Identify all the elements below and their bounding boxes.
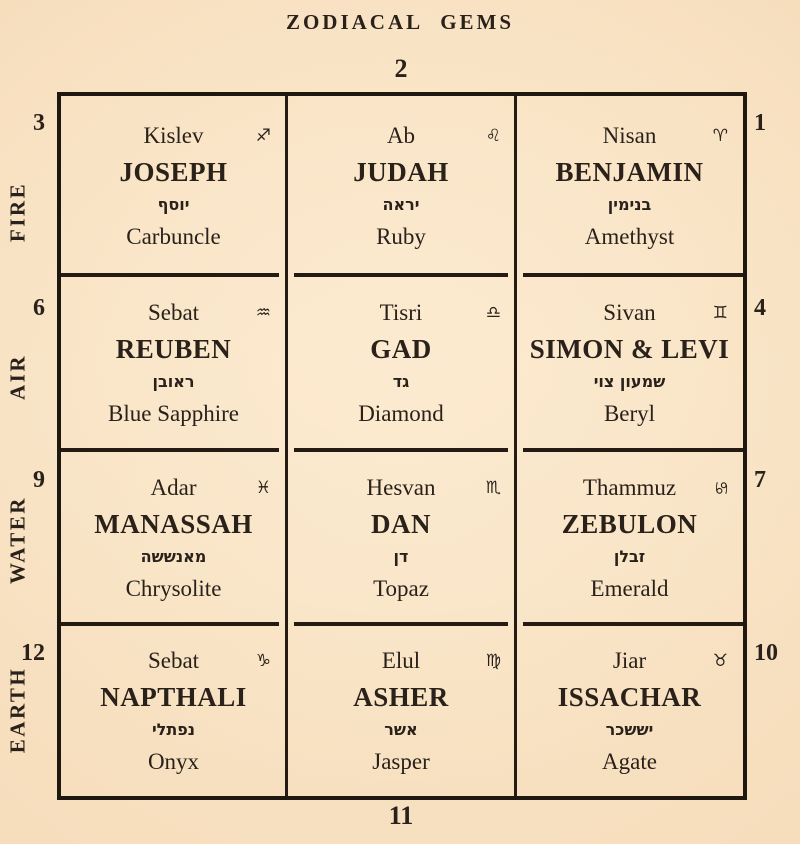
house-number-right-4: 10	[754, 640, 778, 666]
tribe-name-hebrew: דן	[393, 546, 409, 566]
cell-adar-manassah	[61, 450, 286, 624]
gem-name: Emerald	[590, 575, 669, 601]
month-name: Elul	[381, 647, 421, 673]
gem-name: Jasper	[372, 748, 430, 774]
month-line	[286, 645, 516, 677]
row-divider	[294, 622, 508, 626]
house-number-left-2: 6	[33, 295, 45, 321]
cell-elul-asher	[286, 624, 516, 796]
row-divider	[523, 273, 743, 277]
house-number-left-1: 3	[33, 110, 45, 136]
month-name: Hesvan	[366, 474, 436, 500]
row-divider	[523, 622, 743, 626]
house-number-top: 2	[394, 54, 408, 83]
gem-name: Amethyst	[584, 224, 675, 249]
gem-name: Carbuncle	[126, 224, 221, 249]
libra-icon: ♎	[485, 303, 501, 323]
gem-name: Chrysolite	[125, 575, 222, 601]
month-line	[61, 645, 286, 677]
tribe-name: REUBEN	[115, 334, 232, 364]
tribe-name: NAPTHALI	[100, 681, 247, 712]
month-name: Thammuz	[582, 474, 677, 500]
cell-sebat-reuben	[61, 275, 286, 450]
tribe-name-hebrew: שמעון צוי	[593, 372, 666, 391]
month-line	[286, 472, 516, 504]
month-line	[516, 645, 743, 677]
element-label-air: AIR	[5, 353, 30, 401]
tribe-name-hebrew: בנימין	[607, 195, 652, 214]
column-divider	[514, 96, 517, 796]
month-line	[61, 297, 286, 329]
zodiacal-gems-table	[57, 92, 747, 800]
house-number-left-4: 12	[21, 640, 45, 666]
gem-name: Blue Sapphire	[108, 401, 239, 426]
row-divider	[61, 622, 279, 626]
month-name: Tisri	[379, 300, 423, 325]
tribe-name: JOSEPH	[119, 157, 228, 187]
cell-ab-judah	[286, 96, 516, 275]
gem-name: Ruby	[376, 224, 426, 249]
tribe-name-hebrew: נפתלי	[151, 719, 196, 739]
cancer-icon: ♋	[710, 479, 731, 496]
column-divider	[285, 96, 288, 796]
cell-sivan-simon-levi	[516, 275, 743, 450]
page-title: ZODIACAL GEMS	[285, 10, 515, 34]
tribe-name: ISSACHAR	[557, 681, 702, 712]
tribe-name-hebrew: אשר	[384, 719, 418, 739]
capricorn-icon: ♑	[255, 650, 271, 671]
tribe-name: SIMON & LEVI	[529, 334, 730, 364]
month-line	[286, 120, 516, 152]
table-grid	[61, 96, 743, 796]
cell-jiar-issachar	[516, 624, 743, 796]
gem-name: Topaz	[373, 575, 429, 601]
aquarius-icon: ♒	[255, 303, 271, 323]
element-label-water: WATER	[5, 496, 30, 584]
tribe-name-hebrew: יששכר	[605, 719, 654, 739]
gem-name: Onyx	[147, 748, 200, 774]
month-line	[286, 297, 516, 329]
cell-kislev-joseph	[61, 96, 286, 275]
month-line	[61, 120, 286, 152]
tribe-name-hebrew: מאנששה	[140, 546, 207, 566]
tribe-name-hebrew: יוסף	[157, 195, 190, 214]
cell-tisri-gad	[286, 275, 516, 450]
leo-icon: ♌	[485, 126, 501, 146]
scorpio-icon: ♏	[485, 477, 501, 498]
tribe-name: JUDAH	[353, 157, 449, 187]
gem-name: Diamond	[358, 401, 444, 426]
cell-nisan-benjamin	[516, 96, 743, 275]
month-name: Nisan	[602, 123, 657, 148]
cell-sebat-napthali	[61, 624, 286, 796]
virgo-icon: ♍	[485, 650, 501, 671]
house-number-bottom: 11	[388, 801, 414, 830]
sagittarius-icon: ♐	[255, 126, 271, 146]
tribe-name: ZEBULON	[561, 508, 698, 539]
cell-hesvan-dan	[286, 450, 516, 624]
row-divider	[523, 448, 743, 452]
aries-icon: ♈	[712, 126, 728, 146]
house-number-right-2: 4	[754, 295, 766, 321]
month-line	[61, 472, 286, 504]
tribe-name-hebrew: זבלן	[613, 546, 646, 566]
tribe-name-hebrew: יראה	[382, 195, 420, 214]
element-label-earth: EARTH	[5, 666, 30, 754]
month-name: Adar	[150, 474, 197, 500]
month-name: Jiar	[612, 647, 647, 673]
row-divider	[61, 273, 279, 277]
element-label-fire: FIRE	[5, 181, 30, 243]
cell-thammuz-zebulon	[516, 450, 743, 624]
gemini-icon: ♊	[712, 303, 728, 323]
tribe-name: BENJAMIN	[555, 157, 704, 187]
month-name: Sivan	[603, 300, 656, 325]
row-divider	[294, 448, 508, 452]
month-name: Sebat	[147, 300, 200, 325]
tribe-name: ASHER	[353, 681, 449, 712]
tribe-name-hebrew: גד	[392, 372, 410, 391]
month-name: Ab	[386, 123, 416, 148]
tribe-name-hebrew: ראובן	[152, 372, 195, 391]
tribe-name: GAD	[370, 334, 432, 364]
gem-name: Beryl	[603, 401, 656, 426]
month-line	[516, 472, 743, 504]
taurus-icon: ♉	[712, 650, 728, 671]
month-line	[516, 120, 743, 152]
pisces-icon: ♓	[255, 477, 271, 498]
house-number-right-3: 7	[754, 467, 766, 493]
house-number-right-1: 1	[754, 110, 766, 136]
month-line	[516, 297, 743, 329]
house-number-left-3: 9	[33, 467, 45, 493]
tribe-name: MANASSAH	[94, 508, 253, 539]
row-divider	[294, 273, 508, 277]
month-name: Sebat	[147, 647, 200, 673]
month-name: Kislev	[143, 123, 204, 148]
tribe-name: DAN	[371, 508, 431, 539]
gem-name: Agate	[602, 748, 657, 774]
row-divider	[61, 448, 279, 452]
